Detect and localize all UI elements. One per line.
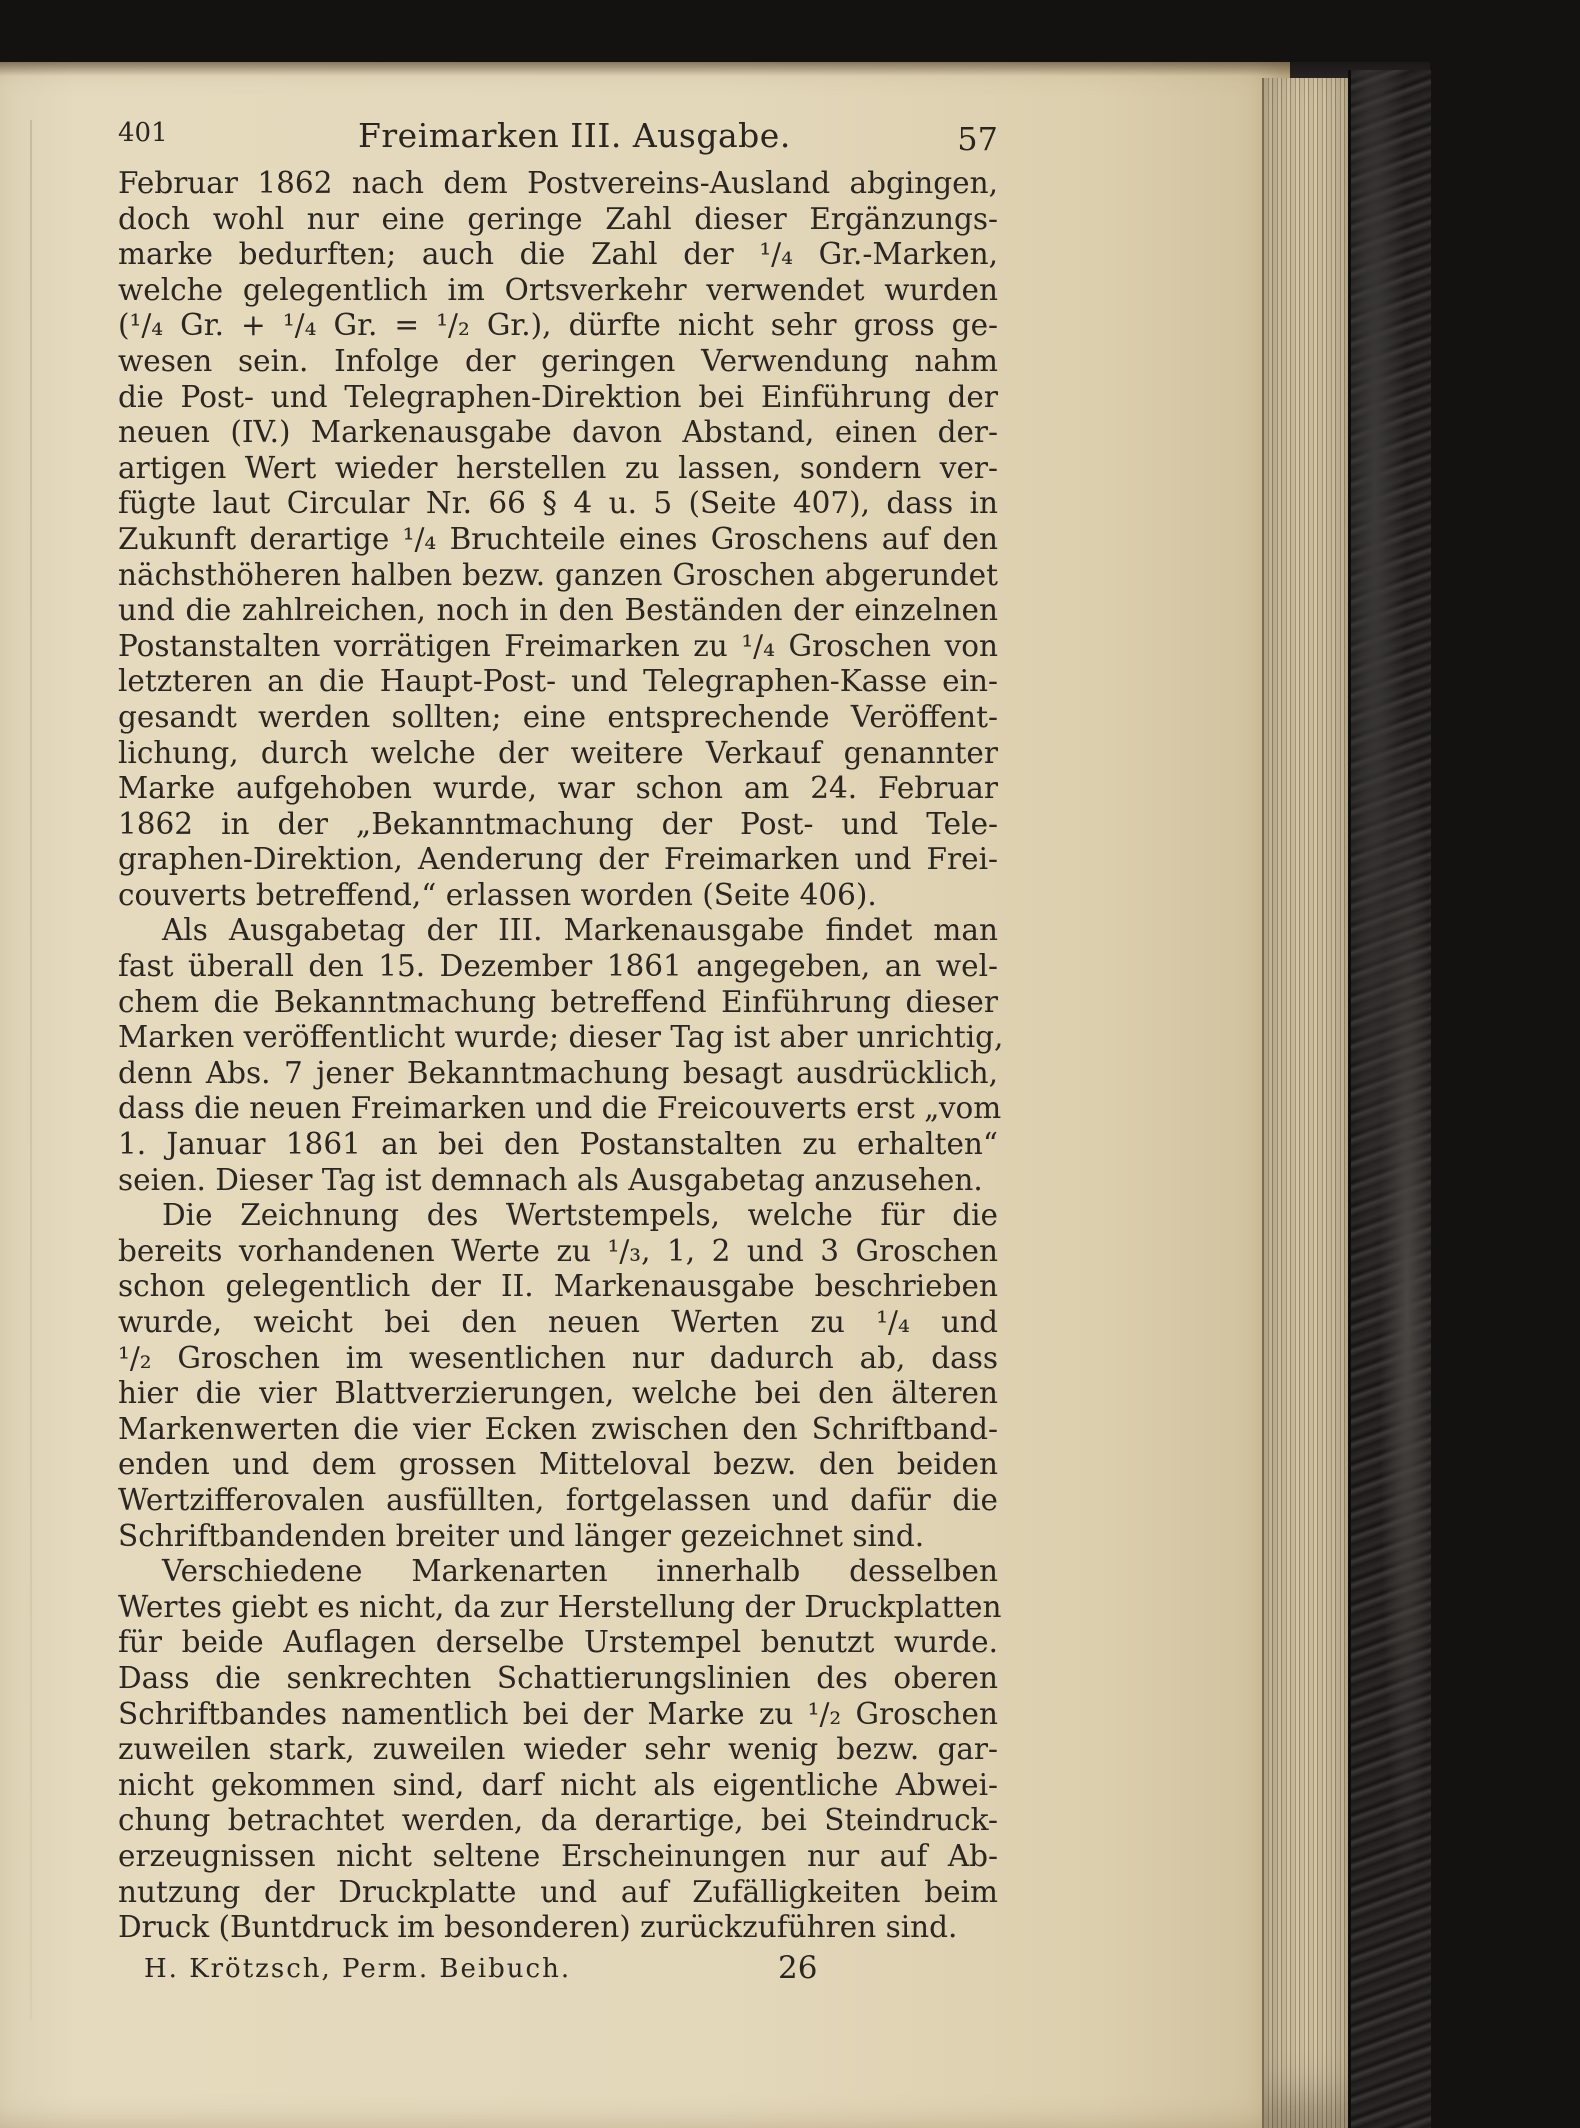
text-line: Verschiedene Markenarten innerhalb desselben — [162, 1554, 998, 1589]
signature-line: H. Krötzsch, Perm. Beibuch. — [144, 1954, 572, 1984]
text-line: schon gelegentlich der II. Markenausgabe beschrieben — [118, 1269, 998, 1304]
gutter-shadow — [30, 120, 32, 2020]
text-line: 1862 in der „Bekanntmachung der Post- und Tele- — [118, 806, 998, 841]
text-line: doch wohl nur eine geringe Zahl dieser Ergänzungs- — [118, 201, 998, 236]
body-text — [118, 166, 1004, 1946]
text-line: chung betrachtet werden, da derartige, bei Steindruck- — [118, 1803, 998, 1838]
marbled-book-cover — [1348, 70, 1431, 2128]
text-line: Wertes giebt es nicht, da zur Herstellung der Druckplatten — [118, 1589, 1002, 1624]
text-line: lichung, durch welche der weitere Verkauf genannter — [118, 735, 998, 770]
text-line: graphen-Direktion, Aenderung der Freimarken und Frei- — [118, 842, 998, 877]
page-footer — [118, 1950, 998, 1994]
text-line: Zukunft derartige ¹/₄ Bruchteile eines Groschens auf den — [118, 521, 998, 556]
text-line: für beide Auflagen derselbe Urstempel benutzt wurde. — [118, 1625, 998, 1660]
text-line: wurde, weicht bei den neuen Werten zu ¹/₄ und — [118, 1305, 998, 1339]
text-line: wesen sein. Infolge der geringen Verwendung nahm — [118, 343, 998, 378]
text-line: fast überall den 15. Dezember 1861 angegeben, an wel- — [118, 949, 998, 984]
text-line: Marke aufgehoben wurde, war schon am 24. Februar — [118, 771, 998, 806]
text-line: neuen (IV.) Markenausgabe davon Abstand, einen der- — [118, 415, 998, 450]
text-line: nicht gekommen sind, darf nicht als eigentliche Abwei- — [118, 1767, 998, 1802]
text-line: enden und dem grossen Mitteloval bezw. den beiden — [118, 1447, 998, 1482]
text-line: gesandt werden sollten; eine entsprechende Veröffent- — [118, 699, 998, 734]
text-line: Dass die senkrechten Schattierungslinien des oberen — [118, 1660, 998, 1695]
text-line: Wertzifferovalen ausfüllten, fortgelassen und dafür die — [118, 1482, 998, 1517]
text-line: Als Ausgabetag der III. Markenausgabe findet man — [162, 913, 998, 948]
text-line: Markenwerten die vier Ecken zwischen den Schriftband- — [118, 1411, 998, 1446]
text-line: chem die Bekanntmachung betreffend Einführung dieser — [118, 984, 998, 1019]
text-line: Die Zeichnung des Wertstempels, welche für die — [162, 1198, 998, 1233]
text-line: Schriftbandenden breiter und länger gezeichnet sind. — [118, 1518, 925, 1553]
text-line: artigen Wert wieder herstellen zu lassen, sondern ver- — [118, 450, 998, 485]
running-header — [118, 116, 998, 160]
text-line: ¹/₂ Groschen im wesentlichen nur dadurch ab, dass — [118, 1340, 998, 1375]
text-line: bereits vorhandenen Werte zu ¹/₃, 1, 2 und 3 Groschen — [118, 1233, 998, 1268]
text-line: nutzung der Druckplatte und auf Zufälligkeiten beim — [118, 1874, 998, 1909]
text-line: couverts betreffend,“ erlassen worden (Seite 406). — [118, 877, 877, 912]
text-line: Marken veröffentlicht wurde; dieser Tag ist aber unrichtig, — [118, 1020, 1004, 1055]
text-line: Schriftbandes namentlich bei der Marke zu ¹/₂ Groschen — [118, 1696, 998, 1731]
text-line: denn Abs. 7 jener Bekanntmachung besagt ausdrücklich, — [118, 1055, 998, 1090]
text-line: (¹/₄ Gr. + ¹/₄ Gr. = ¹/₂ Gr.), dürfte nicht sehr gross ge- — [118, 308, 998, 343]
text-line: hier die vier Blattverzierungen, welche bei den älteren — [118, 1376, 998, 1411]
text-line: fügte laut Circular Nr. 66 § 4 u. 5 (Seite 407), dass in — [118, 486, 998, 521]
page-number: 57 — [957, 120, 998, 158]
running-title: Freimarken III. Ausgabe. — [358, 116, 791, 155]
header-left-number: 401 — [118, 118, 168, 148]
text-line: nächsthöheren halben bezw. ganzen Groschen abgerundet — [118, 557, 998, 592]
text-line: zuweilen stark, zuweilen wieder sehr wenig bezw. gar- — [118, 1732, 998, 1767]
text-line: Druck (Buntdruck im besonderen) zurückzuführen sind. — [118, 1910, 958, 1945]
page-top-shadow — [0, 62, 1290, 76]
text-line: dass die neuen Freimarken und die Freicouverts erst „vom — [118, 1091, 1002, 1126]
sheet-number: 26 — [778, 1950, 818, 1986]
text-line: die Post- und Telegraphen-Direktion bei Einführung der — [118, 379, 998, 414]
text-line: welche gelegentlich im Ortsverkehr verwendet wurden — [118, 272, 998, 307]
text-line: erzeugnissen nicht seltene Erscheinungen nur auf Ab- — [118, 1838, 998, 1873]
text-line: letzteren an die Haupt-Post- und Telegraphen-Kasse ein- — [118, 664, 998, 699]
text-line: Februar 1862 nach dem Postvereins-Ausland abgingen, — [118, 166, 998, 200]
text-line: seien. Dieser Tag ist demnach als Ausgabetag anzusehen. — [118, 1162, 983, 1197]
text-line: und die zahlreichen, noch in den Beständen der einzelnen — [118, 593, 998, 628]
text-line: Postanstalten vorrätigen Freimarken zu ¹/₄ Groschen von — [118, 628, 998, 663]
page-edges — [1262, 78, 1350, 2128]
text-line: marke bedurften; auch die Zahl der ¹/₄ Gr.-Marken, — [118, 237, 998, 272]
text-line: 1. Januar 1861 an bei den Postanstalten zu erhalten“ — [118, 1127, 998, 1162]
